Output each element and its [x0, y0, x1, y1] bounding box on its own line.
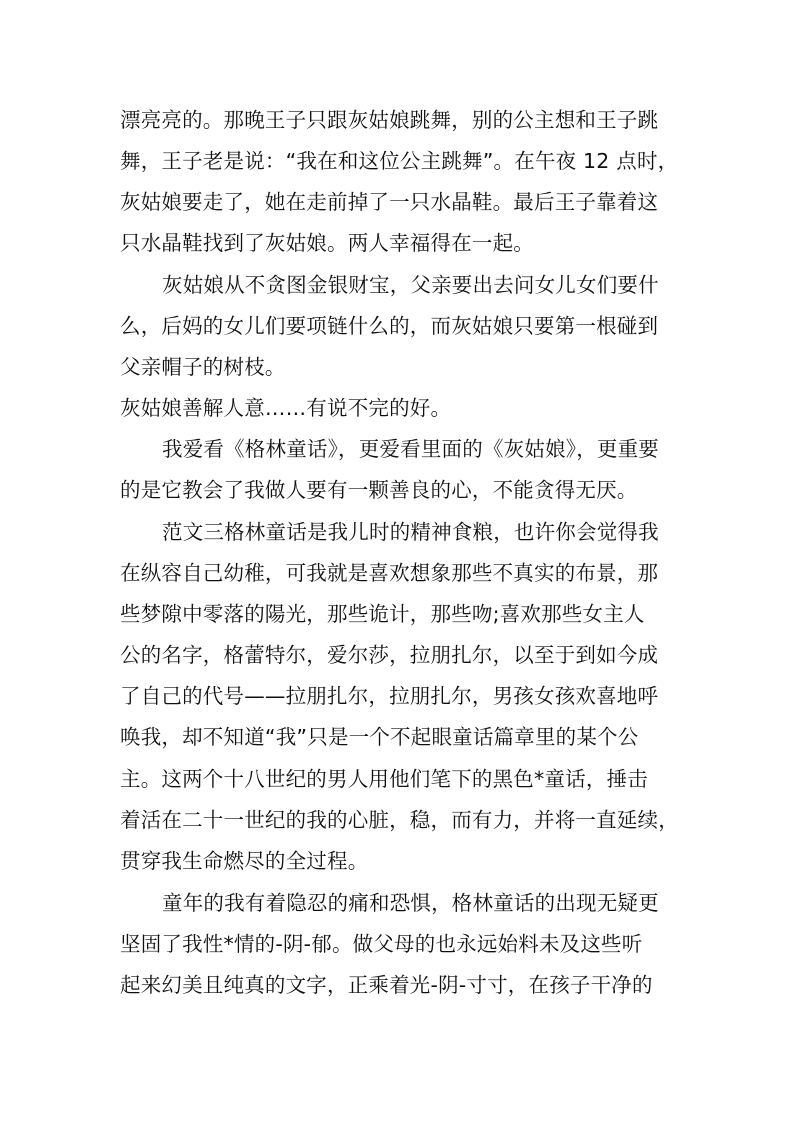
paragraph-first-line: 范文三格林童话是我儿时的精神食粮，也许你会觉得我 — [162, 520, 659, 544]
text-line: 在纵容自己幼稚，可我就是喜欢想象那些不真实的布景，那 — [120, 561, 659, 585]
paragraph-line: 灰姑娘善解人意……有说不完的好。 — [120, 396, 452, 420]
text-line: 些梦隙中零落的陽光，那些诡计，那些吻;喜欢那些女主人 — [120, 602, 645, 626]
text-line: 舞，王子老是说：“我在和这位公主跳舞”。在午夜 12 点时， — [120, 149, 679, 173]
text-line: 了自己的代号——拉朋扎尔，拉朋扎尔，男孩女孩欢喜地呼 — [120, 684, 659, 708]
text-line: 漂亮亮的。那晚王子只跟灰姑娘跳舞，别的公主想和王子跳 — [120, 108, 659, 132]
text-line: 只水晶鞋找到了灰姑娘。两人幸福得在一起。 — [120, 231, 534, 255]
text-line: 坚固了我性*情的-阴-郁。做父母的也永远始料未及这些听 — [120, 932, 643, 956]
text-line: 灰姑娘要走了，她在走前掉了一只水晶鞋。最后王子靠着这 — [120, 190, 659, 214]
paragraph-first-line: 我爱看《格林童话》，更爱看里面的《灰姑娘》，更重要 — [162, 437, 659, 461]
text-line: 起来幻美且纯真的文字，正乘着光-阴-寸寸，在孩子干净的 — [120, 973, 653, 997]
text-line: 公的名字，格蕾特尔，爱尔莎，拉朋扎尔，以至于到如今成 — [120, 643, 659, 667]
text-line: 主。这两个十八世纪的男人用他们笔下的黑色*童话，捶击 — [120, 767, 648, 791]
text-line: 么，后妈的女儿们要项链什么的，而灰姑娘只要第一根碰到 — [120, 314, 659, 338]
text-line: 着活在二十一世纪的我的心脏，稳，而有力，并将一直延续， — [120, 808, 679, 832]
paragraph-first-line: 灰姑娘从不贪图金银财宝，父亲要出去问女儿女们要什 — [162, 273, 659, 297]
text-line: 父亲帽子的树枝。 — [120, 355, 286, 379]
paragraph-first-line: 童年的我有着隐忍的痛和恐惧，格林童话的出现无疑更 — [162, 891, 659, 915]
text-line: 贯穿我生命燃尽的全过程。 — [120, 849, 369, 873]
text-line: 的是它教会了我做人要有一颗善良的心，不能贪得无厌。 — [120, 478, 638, 502]
text-line: 唤我，却不知道“我”只是一个不起眼童话篇章里的某个公 — [120, 725, 639, 749]
